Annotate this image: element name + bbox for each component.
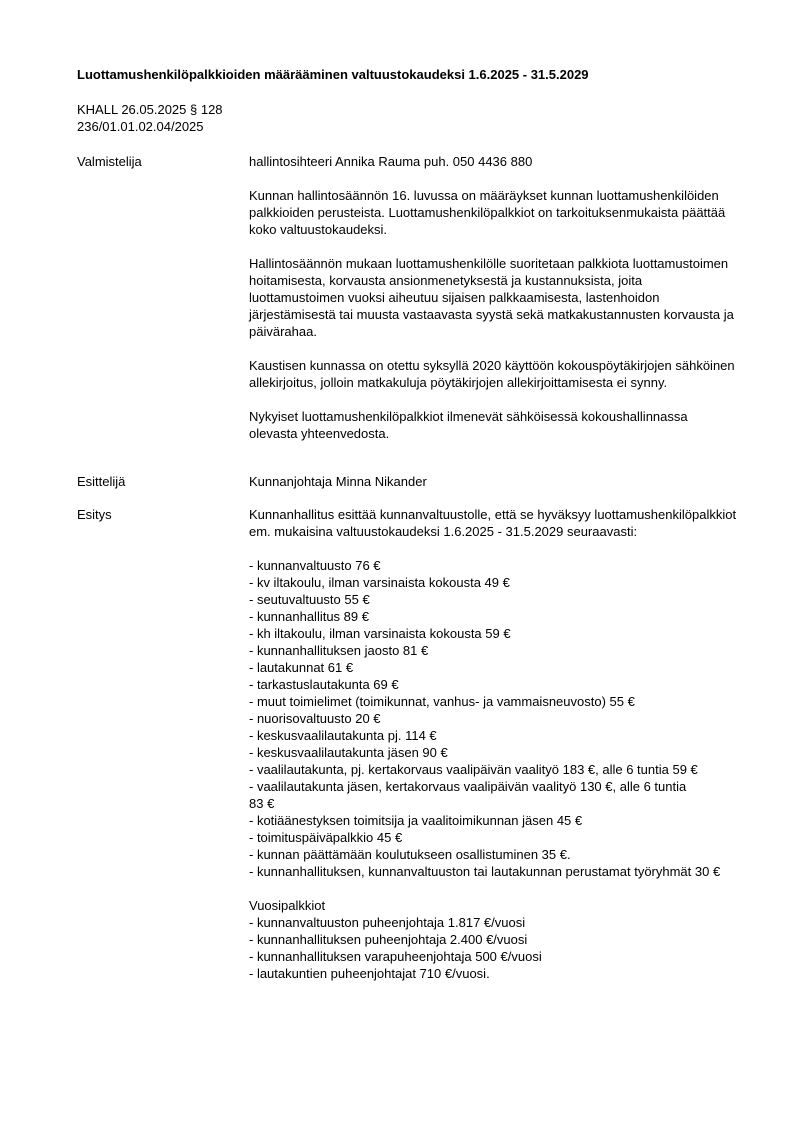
esitys-content [249, 506, 737, 982]
valmistelija-paragraph: Hallintosäännön mukaan luottamushenkilölle suoritetaan palkkiota luottamustoimen hoitamisesta, korvausta ansionmenetyksestä ja kustannuksista, joita luottamustoimen vuoksi aiheutuu sijaisen palkkaamisesta, lastenhoidon järjestämisestä tai muusta vastaavasta syystä sekä matkakustannusten korvausta ja päivärahaa. [249, 256, 734, 339]
annual-fee-item: - kunnanhallituksen puheenjohtaja 2.400 €/vuosi [249, 932, 528, 947]
meeting-meta [77, 101, 223, 135]
fee-item: - vaalilautakunta, pj. kertakorvaus vaalipäivän vaalityö 183 €, alle 6 tuntia 59 € [249, 762, 698, 777]
annual-fee-item: - lautakuntien puheenjohtajat 710 €/vuosi. [249, 966, 490, 981]
valmistelija-paragraph: Kaustisen kunnassa on otettu syksyllä 2020 käyttöön kokouspöytäkirjojen sähköinen allekirjoitus, jolloin matkakuluja pöytäkirjojen allekirjoittamisesta ei synny. [249, 358, 735, 390]
meeting-reference: KHALL 26.05.2025 § 128 [77, 102, 223, 117]
esitys-intro: Kunnanhallitus esittää kunnanvaltuustolle, että se hyväksyy luottamushenkilöpalkkiot em. mukaisina valtuustokaudeksi 1.6.2025 - 31.5.2029 seuraavasti: [249, 507, 737, 539]
fee-list [249, 557, 737, 880]
annual-fee-item: - kunnanhallituksen varapuheenjohtaja 500 €/vuosi [249, 949, 542, 964]
fee-item: - keskusvaalilautakunta pj. 114 € [249, 728, 437, 743]
fee-item: - kh iltakoulu, ilman varsinaista kokousta 59 € [249, 626, 511, 641]
fee-item: - toimituspäiväpalkkio 45 € [249, 830, 403, 845]
esitys-label: Esitys [77, 507, 112, 522]
document-title: Luottamushenkilöpalkkioiden määrääminen valtuustokaudeksi 1.6.2025 - 31.5.2029 [77, 67, 589, 82]
fee-item: - seutuvaltuusto 55 € [249, 592, 370, 607]
fee-item: - kunnanhallituksen jaosto 81 € [249, 643, 429, 658]
valmistelija-paragraph: Nykyiset luottamushenkilöpalkkiot ilmenevät sähköisessä kokoushallinnassa olevasta yhteenvedosta. [249, 409, 688, 441]
fee-item: - kunnanhallituksen, kunnanvaltuuston tai lautakunnan perustamat työryhmät 30 € [249, 864, 721, 879]
esittelija-label: Esittelijä [77, 474, 126, 489]
annual-fee-list [249, 914, 737, 982]
valmistelija-content [249, 153, 737, 442]
fee-item: - keskusvaalilautakunta jäsen 90 € [249, 745, 448, 760]
fee-item: - kunnanhallitus 89 € [249, 609, 369, 624]
fee-item: - muut toimielimet (toimikunnat, vanhus- ja vammaisneuvosto) 55 € [249, 694, 635, 709]
esittelija-name: Kunnanjohtaja Minna Nikander [249, 474, 427, 489]
fee-item: - nuorisovaltuusto 20 € [249, 711, 381, 726]
annual-fees-title: Vuosipalkkiot [249, 898, 326, 913]
fee-item: - tarkastuslautakunta 69 € [249, 677, 399, 692]
valmistelija-paragraph: Kunnan hallintosäännön 16. luvussa on määräykset kunnan luottamushenkilöiden palkkioiden perusteista. Luottamushenkilöpalkkiot on tarkoituksenmukaista päättää koko valtuustokaudeksi. [249, 188, 726, 237]
fee-item: - kotiäänestyksen toimitsija ja vaalitoimikunnan jäsen 45 € [249, 813, 583, 828]
fee-item: - lautakunnat 61 € [249, 660, 354, 675]
fee-item: - kunnanvaltuusto 76 € [249, 558, 381, 573]
valmistelija-label: Valmistelija [77, 154, 142, 169]
fee-item: - vaalilautakunta jäsen, kertakorvaus vaalipäivän vaalityö 130 €, alle 6 tuntia 83 € [249, 779, 730, 811]
annual-fee-item: - kunnanvaltuuston puheenjohtaja 1.817 €/vuosi [249, 915, 526, 930]
valmistelija-name: hallintosihteeri Annika Rauma puh. 050 4436 880 [249, 154, 533, 169]
fee-item: - kunnan päättämään koulutukseen osallistuminen 35 €. [249, 847, 571, 862]
record-number: 236/01.01.02.04/2025 [77, 119, 204, 134]
fee-item: - kv iltakoulu, ilman varsinaista kokousta 49 € [249, 575, 510, 590]
